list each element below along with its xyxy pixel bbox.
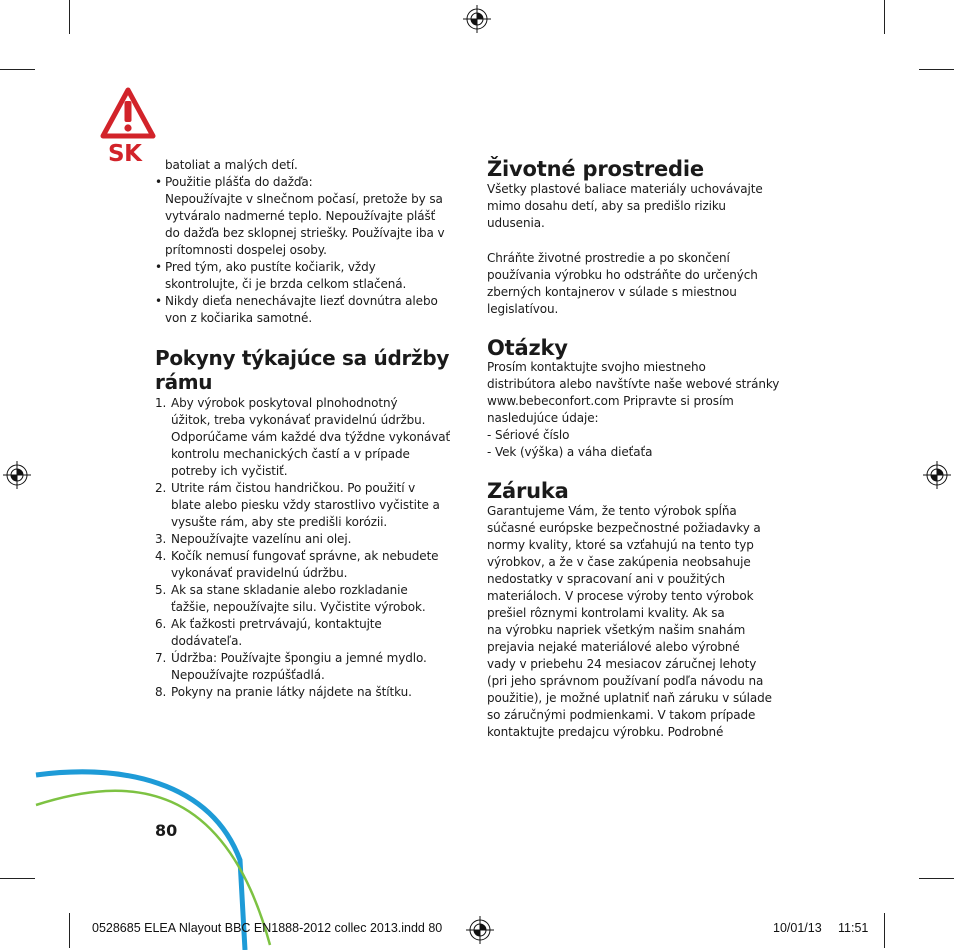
- text-line: Údržba: Používajte špongiu a jemné mydlo.: [171, 651, 427, 665]
- warning-triangle-icon: [99, 86, 157, 142]
- text-line: skontrolujte, či je brzda celkom stlačená.: [165, 277, 407, 291]
- text-line: prejavia nejaké materiálové alebo výrobné: [487, 640, 740, 654]
- registration-mark-left-icon: [2, 460, 32, 490]
- crop-mark: [0, 69, 35, 70]
- list-item: [155, 395, 450, 480]
- text-line: úžitok, treba vykonávať pravidelnú údržbu.: [171, 413, 426, 427]
- heading-line: Pokyny týkajúce sa údržby: [155, 346, 450, 370]
- text-line: Nepoužívajte rozpúšťadlá.: [171, 668, 325, 682]
- step-number: 7.: [155, 651, 167, 665]
- crop-mark: [919, 69, 954, 70]
- list-item: [155, 531, 450, 548]
- questions-heading: Otázky: [487, 336, 568, 360]
- text-line: udusenia.: [487, 216, 545, 230]
- text-line: nedostatky v spracovaní ani v použitých: [487, 572, 725, 586]
- maintenance-heading: [155, 346, 449, 394]
- text-line: Odporúčame vám každé dva týždne vykonávať: [171, 430, 451, 444]
- text-line: Pokyny na pranie látky nájdete na štítku.: [171, 685, 412, 699]
- step-number: 8.: [155, 685, 167, 699]
- text-line: von z kočiarika samotné.: [165, 311, 313, 325]
- step-number: 3.: [155, 532, 167, 546]
- left-intro-line: batoliat a malých detí.: [165, 158, 298, 172]
- list-item: [155, 293, 444, 327]
- step-number: 1.: [155, 396, 167, 410]
- crop-mark: [884, 913, 885, 948]
- text-line: Všetky plastové baliace materiály uchovávajte: [487, 182, 763, 196]
- list-item: [155, 650, 450, 684]
- safety-bullet-list: [155, 174, 444, 327]
- text-line: Aby výrobok poskytoval plnohodnotný: [171, 396, 398, 410]
- text-line: potreby ich vyčistiť.: [171, 464, 288, 478]
- questions-paragraph: [487, 359, 779, 461]
- text-line: Použitie plášťa do dažďa:: [165, 175, 313, 189]
- text-line: kontaktujte predajcu výrobku. Podrobné: [487, 725, 724, 739]
- text-line: vykonávať pravidelnú údržbu.: [171, 566, 348, 580]
- text-line: Nepoužívajte vazelínu ani olej.: [171, 532, 352, 546]
- slug-time: 11:51: [838, 921, 869, 935]
- list-item: [155, 548, 450, 582]
- text-line: nasledujúce údaje:: [487, 411, 599, 425]
- text-line: použitie), je možné uplatniť naň záruku v súlade: [487, 691, 772, 705]
- text-line: Garantujeme Vám, že tento výrobok spĺňa: [487, 504, 737, 518]
- page-number: 80: [155, 821, 178, 840]
- warranty-paragraph: [487, 503, 772, 741]
- list-item: [155, 174, 444, 259]
- heading-line: rámu: [155, 370, 213, 394]
- text-line: www.bebeconfort.com Pripravte si prosím: [487, 394, 734, 408]
- list-item: [155, 684, 450, 701]
- bullet-mark: •: [155, 294, 162, 308]
- maintenance-steps-list: [155, 395, 450, 701]
- crop-mark: [884, 0, 885, 34]
- text-line: Utrite rám čistou handričkou. Po použití v: [171, 481, 416, 495]
- slug-filename: 0528685 ELEA Nlayout BBC EN1888-2012 collec 2013.indd 80: [92, 921, 443, 935]
- list-item: [155, 582, 450, 616]
- text-line: do dažďa bez sklopnej striešky. Používajte iba v: [165, 226, 445, 240]
- text-line: - Sériové číslo: [487, 428, 570, 442]
- text-line: Chráňte životné prostredie a po skončení: [487, 251, 730, 265]
- text-line: Nikdy dieťa nenechávajte liezť dovnútra alebo: [165, 294, 438, 308]
- step-number: 6.: [155, 617, 167, 631]
- text-line: Prosím kontaktujte svojho miestneho: [487, 360, 706, 374]
- language-badge: SK: [108, 141, 142, 167]
- text-line: - Vek (výška) a váha dieťaťa: [487, 445, 653, 459]
- text-line: zberných kontajnerov v súlade s miestnou: [487, 285, 737, 299]
- text-line: legislatívou.: [487, 302, 559, 316]
- text-line: Ak ťažkosti pretrvávajú, kontaktujte: [171, 617, 382, 631]
- text-line: normy kvality, ktoré sa vzťahujú na tento typ: [487, 538, 754, 552]
- environment-paragraph-1: [487, 181, 763, 232]
- text-line: kontrolu mechanických častí a v prípade: [171, 447, 410, 461]
- text-line: používania výrobku ho odstráňte do určených: [487, 268, 758, 282]
- warranty-heading: Záruka: [487, 479, 569, 503]
- text-line: na výrobku napriek všetkým našim snahám: [487, 623, 746, 637]
- step-number: 4.: [155, 549, 167, 563]
- list-item: [155, 616, 450, 650]
- text-line: distribútora alebo navštívte naše webové stránky: [487, 377, 780, 391]
- registration-mark-bottom-icon: [465, 915, 495, 945]
- text-line: Ak sa stane skladanie alebo rozkladanie: [171, 583, 408, 597]
- crop-mark: [69, 0, 70, 34]
- text-line: ťažšie, nepoužívajte silu. Vyčistite výrobok.: [171, 600, 426, 614]
- text-line: prítomnosti dospelej osoby.: [165, 243, 327, 257]
- step-number: 2.: [155, 481, 167, 495]
- environment-heading: Životné prostredie: [487, 157, 704, 181]
- text-line: prešiel rôznymi kontrolami kvality. Ak sa: [487, 606, 725, 620]
- text-line: blate alebo piesku vždy starostlivo vyčistite a: [171, 498, 440, 512]
- text-line: (pri jeho správnom používaní podľa návodu na: [487, 674, 764, 688]
- slug-date: 10/01/13: [773, 921, 822, 935]
- text-line: vytváralo nadmerné teplo. Nepoužívajte plášť: [165, 209, 436, 223]
- text-line: vysušte rám, aby ste predišli korózii.: [171, 515, 388, 529]
- list-item: [155, 259, 444, 293]
- text-line: vady v priebehu 24 mesiacov záručnej lehoty: [487, 657, 757, 671]
- bullet-mark: •: [155, 175, 162, 189]
- crop-mark: [919, 878, 954, 879]
- text-line: výrobkov, a že v čase zakúpenia neobsahuje: [487, 555, 751, 569]
- text-line: dodávateľa.: [171, 634, 243, 648]
- step-number: 5.: [155, 583, 167, 597]
- registration-mark-top-icon: [462, 4, 492, 34]
- text-line: mimo dosahu detí, aby sa predišlo riziku: [487, 199, 726, 213]
- list-item: [155, 480, 450, 531]
- text-line: Nepoužívajte v slnečnom počasí, pretože by sa: [165, 192, 443, 206]
- bullet-mark: •: [155, 260, 162, 274]
- environment-paragraph-2: [487, 250, 758, 318]
- registration-mark-right-icon: [922, 460, 952, 490]
- text-line: Kočík nemusí fungovať správne, ak nebudete: [171, 549, 439, 563]
- text-line: Pred tým, ako pustíte kočiarik, vždy: [165, 260, 376, 274]
- text-line: súčasné európske bezpečnostné požiadavky a: [487, 521, 761, 535]
- text-line: materiáloch. V procese výroby tento výrobok: [487, 589, 754, 603]
- text-line: so záručnými podmienkami. V takom prípade: [487, 708, 756, 722]
